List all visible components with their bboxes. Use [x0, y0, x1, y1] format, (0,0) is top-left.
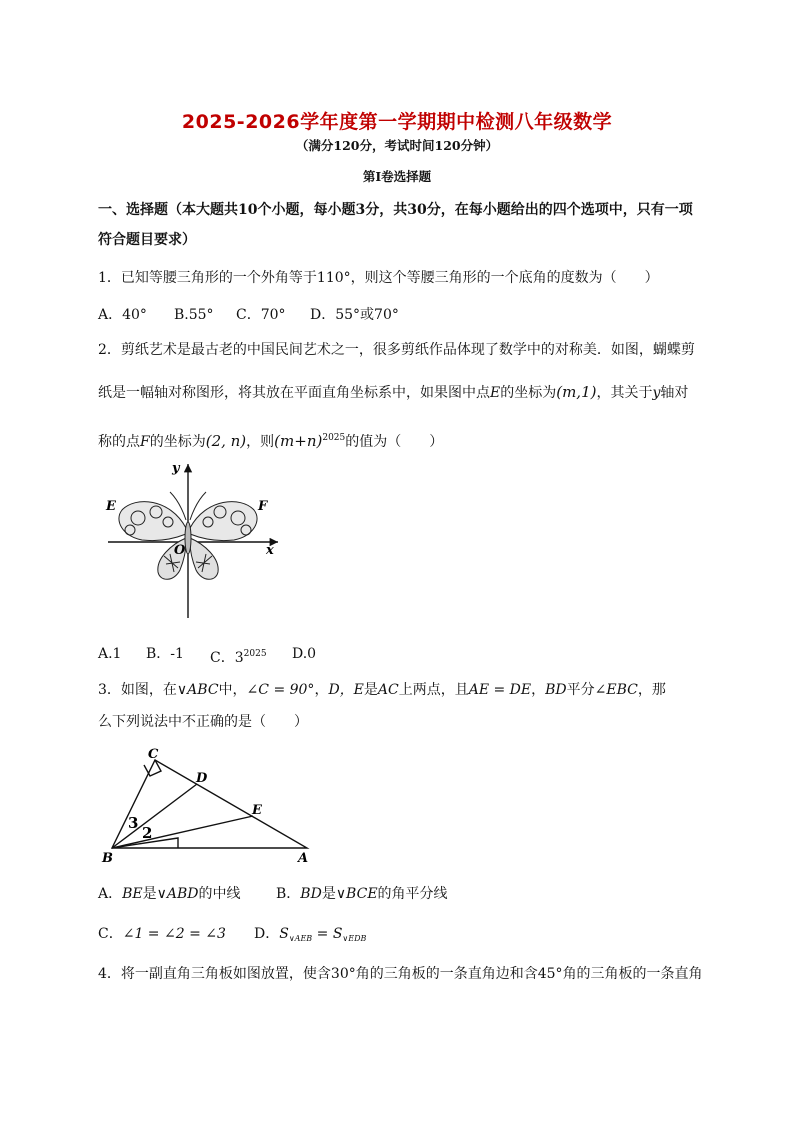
q2-coord-e: (m,1) [556, 383, 597, 401]
q2-option-c-exponent: 2025 [243, 649, 267, 659]
origin-label: O [174, 543, 186, 558]
q1-angle: 110° [316, 270, 351, 286]
q3-option-a-text: 是 [142, 886, 157, 902]
q3-text: 上两点，且 [398, 682, 469, 698]
vertex-c-label: C [148, 748, 159, 762]
q4-angle-30: 30° [330, 966, 356, 982]
x-axis-label: x [266, 543, 274, 558]
q2-option-a[interactable]: A.1 [98, 646, 122, 662]
q2-text: 纸是一幅轴对称图形，将其放在平面直角坐标系中，如果图中点 [98, 385, 490, 401]
vertex-b-label: B [102, 851, 113, 866]
angle-3-label: 3 [128, 814, 139, 832]
q4-text: 4．将一副直角三角板如图放置，使含 [98, 966, 331, 982]
q3-segment-ac: AC [377, 682, 399, 698]
q3-text: 中， [218, 682, 247, 698]
q3-option-b[interactable] [276, 884, 448, 904]
q3-option-b-math: BD [300, 886, 322, 902]
q3-segment-bd: BD [545, 682, 567, 698]
q2-option-c-label: C． [210, 650, 235, 666]
q2-text: ，则 [246, 434, 275, 450]
q3-option-c-math: ∠1 = ∠2 = ∠3 [122, 926, 226, 942]
q2-option-d[interactable]: D.0 [292, 646, 317, 662]
q2-option-c-base: 3 [234, 650, 244, 666]
q3-option-d-label: D． [254, 926, 280, 942]
q1-option-b[interactable]: B.55° [174, 307, 214, 323]
q3-option-c[interactable] [98, 924, 226, 944]
q1-stem [98, 268, 659, 288]
q3-equality: AE = DE [468, 682, 532, 698]
q3-option-a-text: 的中线 [198, 886, 241, 902]
q2-point-e: E [490, 385, 501, 401]
q2-text: 轴对 [660, 385, 689, 401]
q3-text: 平分 [566, 682, 595, 698]
q3-text: 是 [363, 682, 378, 698]
q3-option-d[interactable] [254, 924, 366, 949]
q3-option-a-math: BE [122, 886, 143, 902]
q3-text: ， [531, 682, 546, 698]
q3-option-a[interactable] [98, 884, 241, 904]
q3-option-d-math: S [279, 926, 289, 942]
q3-angle-ebc: ∠EBC [594, 682, 638, 698]
q3-line1 [98, 680, 666, 700]
exam-title: 2025-2026学年度第一学期期中检测八年级数学 [181, 111, 613, 133]
q2-option-b[interactable]: B．-1 [146, 646, 184, 662]
q3-option-d-math: = S [312, 926, 343, 942]
q3-text: ，那 [637, 682, 666, 698]
q2-line3 [98, 428, 443, 452]
section-heading: 第I卷选择题 [362, 169, 432, 184]
point-e-label: E [106, 499, 116, 514]
point-e-label: E [252, 803, 262, 818]
q3-triangle-figure [100, 748, 320, 866]
q3-option-a-label: A． [98, 886, 123, 902]
q1-option-a[interactable]: A．40° [98, 307, 147, 323]
part1-instruction-line2: 符合题目要求） [98, 232, 196, 248]
q2-option-c[interactable] [210, 644, 267, 668]
q3-option-d-sub: ∨AEB [288, 934, 313, 943]
q4-text: 角的三角板的一条直角 [562, 966, 703, 982]
q4-angle-45: 45° [537, 966, 563, 982]
q2-axis-y: y [652, 385, 661, 401]
q1-option-d[interactable]: D．55°或70° [310, 307, 399, 323]
q3-right-angle: ∠C = 90° [246, 682, 315, 698]
q2-text: 的坐标为 [500, 385, 557, 401]
part1-instruction-line1: 一、选择题（本大题共10个小题，每小题3分，共30分，在每小题给出的四个选项中，只有一项 [98, 202, 693, 218]
q1-stem-text-a: 1．已知等腰三角形的一个外角等于 [98, 270, 317, 286]
q3-option-d-sub: ∨EDB [342, 934, 367, 943]
q2-text: ，其关于 [596, 385, 653, 401]
q3-option-c-label: C． [98, 926, 123, 942]
q2-coord-f: (2, n) [205, 432, 247, 450]
q2-text: 的值为（ ） [345, 434, 444, 450]
q3-text: 3．如图，在 [98, 682, 177, 698]
q2-text: 称的点 [98, 434, 140, 450]
q3-triangle: ∨ABC [176, 682, 219, 698]
q3-points: D，E [328, 682, 364, 698]
point-f-label: F [258, 499, 268, 514]
q4-text: 角的三角板的一条直角边和含 [355, 966, 538, 982]
q1-option-c[interactable]: C．70° [236, 307, 286, 323]
y-axis-label: y [172, 461, 180, 476]
q3-option-b-text: 的角平分线 [377, 886, 448, 902]
q2-point-f: F [140, 434, 150, 450]
vertex-a-label: A [298, 851, 309, 866]
q4-line1 [98, 964, 703, 984]
q2-line2 [98, 382, 688, 403]
q1-stem-text-b: ，则这个等腰三角形的一个底角的度数为（ ） [350, 270, 659, 286]
q3-option-a-math: ∨ABD [156, 886, 199, 902]
q3-line2: 么下列说法中不正确的是（ ） [98, 714, 308, 730]
q3-option-b-text: 是 [321, 886, 336, 902]
exam-subtitle: （满分120分，考试时间120分钟） [295, 138, 499, 153]
point-d-label: D [196, 771, 208, 786]
q2-exponent: 2025 [322, 433, 346, 443]
angle-2-label: 2 [142, 824, 153, 842]
q2-line1: 2．剪纸艺术是最古老的中国民间艺术之一，很多剪纸作品体现了数学中的对称美．如图，蝴蝶剪 [98, 342, 695, 358]
q2-expression: (m+n) [274, 432, 323, 450]
q2-text: 的坐标为 [149, 434, 206, 450]
q3-text: ， [314, 682, 329, 698]
q3-option-b-math: ∨BCE [335, 886, 378, 902]
q2-butterfly-figure [100, 458, 290, 623]
q3-option-b-label: B． [276, 886, 301, 902]
